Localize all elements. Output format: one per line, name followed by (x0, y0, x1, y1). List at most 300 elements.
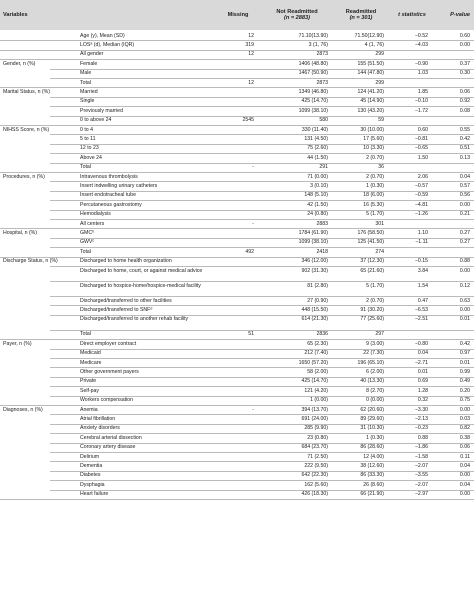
cell-missing: 12 (248, 79, 254, 86)
table-row (0, 50, 474, 59)
cell-cat: Diabetes (80, 472, 101, 479)
table-row (0, 433, 474, 442)
cell-p: 0.88 (459, 258, 470, 265)
cell-cat: Private (80, 378, 97, 385)
cell-t: −0.65 (414, 145, 428, 152)
table-row (0, 87, 474, 96)
cell-cat: Insert indwelling urinary catheters (80, 182, 158, 189)
header-t-statistics-text: t statistics (398, 11, 426, 18)
table-row (0, 490, 474, 499)
cell-p: 0.55 (459, 126, 470, 133)
cell-read: 297 (375, 331, 384, 338)
cell-read: 274 (375, 248, 384, 255)
cell-cat: Discharged/transferred to other facilities (80, 297, 172, 304)
cell-not: 24 (0.80) (307, 211, 328, 218)
cell-not: 2883 (316, 220, 328, 227)
cell-not: 580 (319, 117, 328, 124)
header-missing-text: Missing (227, 11, 249, 18)
cell-cat: Married (80, 88, 98, 95)
cell-read: 299 (375, 79, 384, 86)
cell-not: 291 (319, 164, 328, 171)
cell-p: 0.30 (459, 70, 470, 77)
cell-var: Discharge Status, n (%) (3, 258, 58, 265)
cell-read: 155 (51.50) (357, 60, 384, 67)
cell-cat: Single (80, 98, 95, 105)
cell-t: −0.10 (414, 98, 428, 105)
cell-not: 2418 (316, 248, 328, 255)
cell-read: 17 (5.60) (363, 135, 384, 142)
cell-cat: Discharged to hospice-home/hospice-medical facility (80, 282, 201, 289)
cell-p: 0.03 (459, 415, 470, 422)
cell-read: 196 (65.10) (357, 359, 384, 366)
cell-not: 1650 (57.20) (298, 359, 328, 366)
table-row (0, 461, 474, 470)
cell-not: 121 (4.20) (304, 387, 328, 394)
cell-t: 1.03 (417, 70, 428, 77)
cell-cat: Coronary artery disease (80, 444, 136, 451)
header-not-readmitted-label: Not Readmitted (276, 8, 318, 15)
cell-not: 44 (1.50) (307, 154, 328, 161)
table-row (0, 257, 474, 266)
cell-t: −4.81 (414, 201, 428, 208)
cell-p: 0.00 (459, 41, 470, 48)
table-row (0, 97, 474, 106)
cell-not: 1784 (61.90) (298, 229, 328, 236)
cell-p: 0.56 (459, 192, 470, 199)
cell-p: 0.20 (459, 387, 470, 394)
cell-read: 2 (0.70) (366, 173, 384, 180)
cell-p: 0.11 (460, 453, 470, 460)
cell-t: 0.01 (417, 368, 428, 375)
cell-not: 2873 (316, 79, 328, 86)
cell-cat: Self-pay (80, 387, 100, 394)
cell-missing: 12 (248, 32, 254, 39)
cell-t: −2.71 (414, 359, 428, 366)
table-row (0, 471, 474, 480)
cell-read: 130 (43.20) (357, 107, 384, 114)
cell-p: 0.04 (459, 462, 470, 469)
cell-read: 26 (8.60) (363, 481, 384, 488)
cell-read: 66 (21.90) (360, 491, 384, 498)
cell-cat: Dementia (80, 462, 103, 469)
cell-t: −2.07 (414, 462, 428, 469)
cell-read: 10 (3.30) (363, 145, 384, 152)
header-not-readmitted (266, 0, 328, 30)
table-row (0, 281, 474, 296)
cell-not: 425 (14.70) (301, 98, 328, 105)
cell-not: 642 (22.30) (301, 472, 328, 479)
header-t-statistics (392, 0, 432, 30)
table-row (0, 238, 474, 247)
cell-cat: Total (80, 164, 91, 171)
cell-not: 131 (4.50) (304, 135, 328, 142)
cell-t: −0.57 (414, 182, 428, 189)
cell-p: 0.42 (459, 135, 470, 142)
cell-not: 2873 (316, 51, 328, 58)
cell-read: 125 (41.50) (357, 239, 384, 246)
table-row (0, 330, 474, 339)
cell-t: −1.72 (414, 107, 428, 114)
cell-not: 3 (0.10) (310, 182, 328, 189)
cell-var: Marital Status, n (%) (3, 88, 50, 95)
cell-t: −0.90 (414, 60, 428, 67)
cell-t: −1.86 (414, 444, 428, 451)
cell-missing: 51 (248, 331, 254, 338)
cell-t: −6.53 (414, 306, 428, 313)
table-row (0, 405, 474, 414)
cell-read: 37 (12.30) (360, 258, 384, 265)
cell-cat: 0 to 4 (80, 126, 93, 133)
table-row (0, 339, 474, 348)
cell-not: 3 (1, 76) (308, 41, 328, 48)
cell-var: Procedures, n (%) (3, 173, 45, 180)
table-row (0, 210, 474, 219)
table-row (0, 69, 474, 78)
cell-t: −0.52 (414, 32, 428, 39)
cell-not: 394 (13.70) (301, 406, 328, 413)
cell-cat: Medicare (80, 359, 102, 366)
cell-cat: Female (80, 60, 98, 67)
cell-missing: 12 (248, 51, 254, 58)
cell-cat: All centers (80, 220, 105, 227)
cell-not: 71 (2.50) (307, 453, 328, 460)
table-row (0, 228, 474, 237)
cell-missing: - (252, 164, 254, 171)
cell-t: 1.10 (417, 229, 428, 236)
cell-cat: Male (80, 70, 92, 77)
cell-cat: Discharged/transferred to another rehab facility (80, 316, 189, 323)
cell-t: 2.06 (417, 173, 428, 180)
cell-p: 0.13 (459, 154, 470, 161)
cell-not: 2836 (316, 331, 328, 338)
cell-cat: Total (80, 79, 91, 86)
cell-cat: Hemodialysis (80, 211, 111, 218)
cell-read: 16 (5.30) (363, 201, 384, 208)
cell-p: 0.00 (459, 267, 470, 274)
cell-not: 426 (18.30) (301, 491, 328, 498)
cell-read: 124 (41.20) (357, 88, 384, 95)
header-readmitted-label: Readmitted (345, 8, 377, 15)
cell-read: 1 (0.30) (366, 182, 384, 189)
cell-cat: Dysphagia (80, 481, 105, 488)
header-missing (220, 0, 256, 30)
table-row (0, 200, 474, 209)
cell-cat: Heart failure (80, 491, 109, 498)
table-row (0, 247, 474, 256)
table-row (0, 386, 474, 395)
cell-cat: 12 to 23 (80, 145, 99, 152)
cell-p: 0.21 (459, 211, 470, 218)
cell-p: 0.97 (459, 350, 470, 357)
cell-p: 0.63 (459, 297, 470, 304)
cell-cat: Direct employer contract (80, 340, 137, 347)
cell-read: 59 (378, 117, 384, 124)
cell-t: 0.88 (417, 434, 428, 441)
cell-not: 1099 (38.10) (298, 107, 328, 114)
cell-not: 212 (7.40) (304, 350, 328, 357)
table-row (0, 367, 474, 376)
table-row (0, 305, 474, 314)
cell-t: −4.03 (414, 41, 428, 48)
cell-p: 0.01 (459, 359, 470, 366)
cell-p: 0.04 (459, 481, 470, 488)
cell-p: 0.60 (459, 32, 470, 39)
cell-p: 0.04 (459, 173, 470, 180)
row-divider (0, 499, 474, 500)
cell-cat: Discharged to home, court, or against medical advice (80, 267, 203, 274)
cell-t: −1.26 (414, 211, 428, 218)
cell-p: 0.42 (459, 340, 470, 347)
cell-not: 71.10(13.90) (298, 32, 328, 39)
table-row (0, 266, 474, 281)
cell-t: 1.28 (417, 387, 428, 394)
cell-not: 42 (1.50) (307, 201, 328, 208)
cell-t: 0.04 (417, 350, 428, 357)
cell-not: 1406 (48.80) (298, 60, 328, 67)
cell-t: 1.50 (417, 154, 428, 161)
cell-not: 1349 (46.80) (298, 88, 328, 95)
cell-not: 614 (21.30) (301, 316, 328, 323)
table-row (0, 125, 474, 134)
cell-not: 58 (2.00) (307, 368, 328, 375)
cell-not: 65 (2.30) (307, 340, 328, 347)
cell-read: 2 (0.70) (366, 154, 384, 161)
table-row (0, 106, 474, 115)
header-variables (3, 0, 63, 30)
cell-var: Hospital, n (%) (3, 229, 38, 236)
cell-not: 162 (5.60) (304, 481, 328, 488)
cell-p: 0.00 (459, 491, 470, 498)
header-variables-text: Variables (3, 11, 28, 18)
cell-read: 4 (1, 76) (364, 41, 384, 48)
cell-p: 0.08 (459, 107, 470, 114)
table-row (0, 452, 474, 461)
table-row (0, 443, 474, 452)
cell-p: 0.06 (459, 88, 470, 95)
cell-p: 0.00 (459, 201, 470, 208)
cell-t: −2.13 (414, 415, 428, 422)
cell-t: −2.51 (414, 316, 428, 323)
header-readmitted (336, 0, 386, 30)
cell-t: −3.30 (414, 406, 428, 413)
cell-read: 40 (13.30) (360, 378, 384, 385)
cell-read: 36 (378, 164, 384, 171)
cell-p: 0.57 (459, 182, 470, 189)
cell-read: 91 (30.20) (360, 306, 384, 313)
cell-not: 1 (0.00) (310, 397, 328, 404)
cell-p: 0.01 (459, 316, 470, 323)
cell-read: 77 (25.60) (360, 316, 384, 323)
cell-t: 0.47 (417, 297, 428, 304)
cell-var: Gender, n (%) (3, 60, 36, 67)
cell-read: 9 (3.00) (366, 340, 384, 347)
cell-t: 1.85 (417, 88, 428, 95)
cell-p: 0.37 (459, 60, 470, 67)
table-row (0, 78, 474, 87)
cell-read: 31 (10.30) (360, 425, 384, 432)
cell-t: −2.97 (414, 491, 428, 498)
cell-cat: Medicaid (80, 350, 101, 357)
table-row (0, 396, 474, 405)
cell-p: 0.38 (459, 434, 470, 441)
cell-cat: Insert endotracheal tube (80, 192, 136, 199)
cell-cat: GMCᵇ (80, 229, 95, 236)
cell-read: 0 (0.00) (366, 397, 384, 404)
header-p-value-text: P-value (450, 11, 470, 18)
cell-not: 902 (31.30) (301, 267, 328, 274)
table-row (0, 172, 474, 181)
table-row (0, 424, 474, 433)
cell-t: −2.07 (414, 481, 428, 488)
cell-read: 65 (21.60) (360, 267, 384, 274)
cell-read: 5 (1.70) (366, 282, 384, 289)
cell-read: 89 (29.60) (360, 415, 384, 422)
cell-read: 22 (7.30) (363, 350, 384, 357)
cell-cat: Cerebral arterial dissection (80, 434, 142, 441)
cell-cat: All gender (80, 51, 104, 58)
cell-t: 3.84 (417, 267, 428, 274)
table-row (0, 414, 474, 423)
cell-missing: - (252, 220, 254, 227)
table-row (0, 181, 474, 190)
cell-not: 148 (5.10) (304, 192, 328, 199)
cell-read: 144 (47.80) (357, 70, 384, 77)
header-readmitted-n: (n = 301) (349, 15, 373, 21)
cell-not: 448 (15.50) (301, 306, 328, 313)
cell-not: 222 (9.50) (304, 462, 328, 469)
cell-t: 0.32 (417, 397, 428, 404)
cell-missing: 2545 (242, 117, 254, 124)
cell-p: 0.99 (459, 368, 470, 375)
cell-not: 23 (0.80) (307, 434, 328, 441)
cell-t: −0.80 (414, 340, 428, 347)
cell-not: 691 (24.00) (301, 415, 328, 422)
cell-var: Payer, n (%) (3, 340, 32, 347)
cell-t: −0.15 (414, 258, 428, 265)
cell-p: 0.27 (459, 239, 470, 246)
cell-var: NIHSS Score, n (%) (3, 126, 50, 133)
table-row (0, 480, 474, 489)
cell-p: 0.00 (459, 472, 470, 479)
header-not-readmitted-n: (n = 2883) (284, 15, 310, 21)
table-row (0, 219, 474, 228)
table-row (0, 315, 474, 330)
cell-cat: Other government payers (80, 368, 139, 375)
table-row (0, 163, 474, 172)
table-row (0, 134, 474, 143)
table-row (0, 358, 474, 367)
cell-p: 0.00 (459, 306, 470, 313)
cell-read: 45 (14.90) (360, 98, 384, 105)
cell-cat: Total (80, 331, 91, 338)
cell-t: −0.59 (414, 192, 428, 199)
cell-cat: GWVᶜ (80, 239, 95, 246)
cell-cat: 5 to 11 (80, 135, 96, 142)
cell-p: 0.82 (459, 425, 470, 432)
cell-cat: Workers compensation (80, 397, 133, 404)
cell-read: 6 (2.00) (366, 368, 384, 375)
table-row (0, 191, 474, 200)
cell-read: 71.50(12.90) (354, 32, 384, 39)
table-header (0, 0, 474, 30)
cell-read: 86 (28.60) (360, 444, 384, 451)
cell-missing: 319 (245, 41, 254, 48)
cell-cat: Percutaneous gastrostomy (80, 201, 142, 208)
cell-read: 176 (58.50) (357, 229, 384, 236)
cell-not: 81 (2.80) (307, 282, 328, 289)
cell-cat: Total (80, 248, 91, 255)
cell-cat: Delirium (80, 453, 100, 460)
cell-read: 12 (4.00) (363, 453, 384, 460)
cell-cat: Discharged/transferred to SNFᵈ (80, 306, 153, 313)
cell-t: −3.55 (414, 472, 428, 479)
cell-read: 8 (2.70) (366, 387, 384, 394)
cell-cat: Discharged to home health organization (80, 258, 172, 265)
cell-var: Diagnoses, n (%) (3, 406, 43, 413)
cell-not: 71 (0.00) (307, 173, 328, 180)
cell-p: 0.00 (459, 406, 470, 413)
cell-t: 1.54 (417, 282, 428, 289)
cell-read: 86 (33.30) (360, 472, 384, 479)
cell-p: 0.27 (459, 229, 470, 236)
cell-read: 299 (375, 51, 384, 58)
cell-not: 27 (0.90) (307, 297, 328, 304)
cell-not: 425 (14.70) (301, 378, 328, 385)
cell-missing: - (252, 406, 254, 413)
cell-p: 0.92 (459, 98, 470, 105)
cell-cat: Intravenous thrombolysis (80, 173, 138, 180)
cell-not: 684 (23.70) (301, 444, 328, 451)
table-row (0, 59, 474, 68)
cell-read: 18 (6.00) (363, 192, 384, 199)
cell-t: −1.11 (415, 239, 428, 246)
cell-p: 0.51 (459, 145, 470, 152)
cell-not: 346 (12.00) (301, 258, 328, 265)
cell-read: 1 (0.30) (366, 434, 384, 441)
cell-cat: Age (y), Mean (SD) (80, 32, 125, 39)
cell-read: 5 (1.70) (366, 211, 384, 218)
cell-read: 38 (12.60) (360, 462, 384, 469)
cell-read: 62 (20.60) (360, 406, 384, 413)
cell-not: 75 (2.60) (307, 145, 328, 152)
cell-t: −0.81 (414, 135, 428, 142)
cell-t: 0.69 (417, 378, 428, 385)
cell-t: −1.58 (414, 453, 428, 460)
header-p-value (436, 0, 470, 30)
cell-cat: Previously married (80, 107, 123, 114)
cell-cat: Anxiety disorders (80, 425, 120, 432)
table-row (0, 377, 474, 386)
table-row (0, 296, 474, 305)
cell-read: 30 (10.00) (360, 126, 384, 133)
cell-cat: 0 to above 24 (80, 117, 112, 124)
cell-p: 0.06 (459, 444, 470, 451)
cell-t: −0.23 (414, 425, 428, 432)
cell-read: 301 (375, 220, 384, 227)
cell-p: 0.75 (459, 397, 470, 404)
cell-not: 1467 (50.90) (298, 70, 328, 77)
table-row (0, 40, 474, 49)
cell-cat: LOSᵃ (d), Median (IQR) (80, 41, 135, 48)
cell-not: 330 (11.40) (301, 126, 328, 133)
cell-read: 2 (0.70) (366, 297, 384, 304)
cell-missing: 492 (245, 248, 254, 255)
table-row (0, 116, 474, 125)
cell-not: 1099 (38.10) (298, 239, 328, 246)
cell-p: 0.49 (459, 378, 470, 385)
cell-cat: Atrial fibrillation (80, 415, 116, 422)
cell-t: 0.60 (417, 126, 428, 133)
